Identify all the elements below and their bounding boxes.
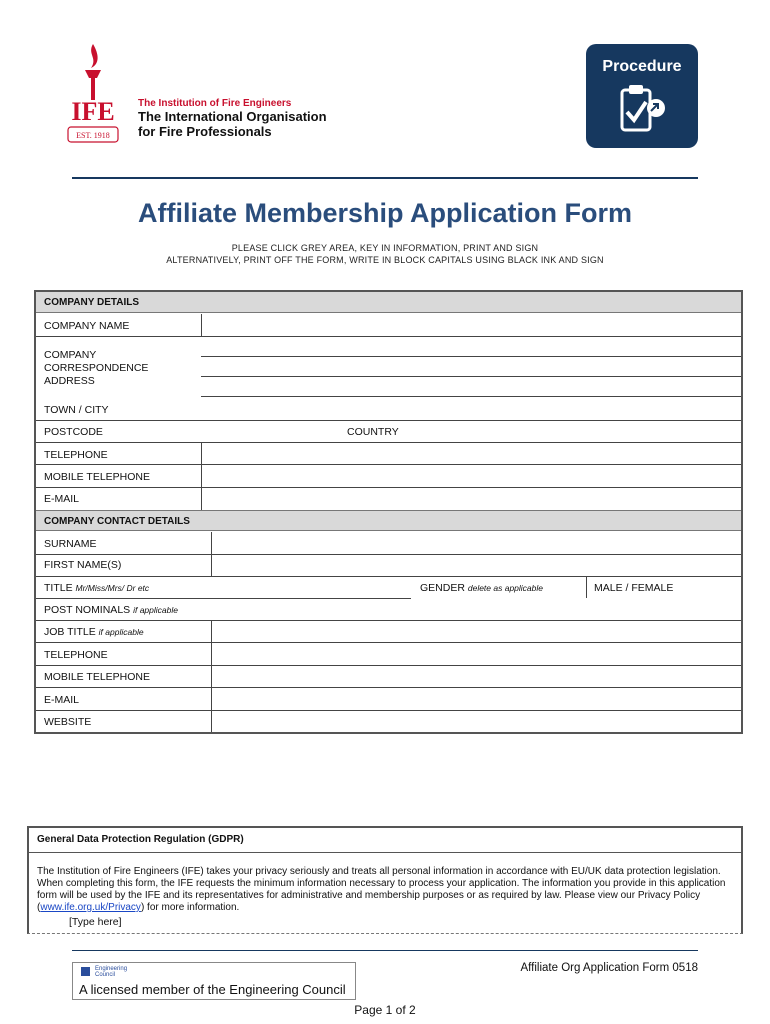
post-nominals-label: POST NOMINALS if applicable — [44, 604, 178, 616]
company-details-heading: COMPANY DETAILS — [36, 292, 741, 313]
postcode-label: POSTCODE — [44, 426, 103, 438]
procedure-badge — [586, 44, 698, 148]
privacy-policy-link[interactable]: www.ife.org.uk/Privacy — [40, 902, 141, 913]
surname-label: SURNAME — [44, 538, 97, 550]
page-title: Affiliate Membership Application Form — [137, 198, 633, 228]
page-number: Page 1 of 2 — [354, 1003, 416, 1017]
title-label: TITLE Mr/Miss/Mrs/ Dr etc — [44, 582, 150, 594]
gdpr-body: The Institution of Fire Engineers (IFE) takes your privacy seriously and treats all personal information in accordance with EU/UK data protection legislation. When completing this form, the IFE requests the minimum information necessary to process your application. The information you provide in this application form will be used by the IFE and its representatives for administrative and membership purposes or as required by law. Please view our Privacy Policy (www.ife.org.uk/Privacy) for more information. — [37, 866, 726, 913]
engineering-council-box — [72, 962, 356, 1000]
address-field-2[interactable] — [201, 376, 741, 377]
first-name-label: FIRST NAME(S) — [44, 559, 122, 571]
instruction-line-1: PLEASE CLICK GREY AREA, KEY IN INFORMATION, PRINT AND SIGN — [231, 243, 539, 253]
address-label-3: ADDRESS — [44, 375, 95, 387]
contact-details-heading: COMPANY CONTACT DETAILS — [36, 510, 741, 531]
engineering-council-name: Engineering Council — [95, 966, 128, 978]
engineering-council-logo — [81, 967, 90, 976]
gdpr-section — [27, 826, 743, 934]
title-field[interactable] — [36, 598, 411, 599]
licensed-member-text: A licensed member of the Engineering Council — [79, 982, 346, 997]
contact-telephone-label: TELEPHONE — [44, 649, 108, 661]
company-telephone-label: TELEPHONE — [44, 449, 108, 461]
ife-logo — [62, 42, 124, 150]
address-label-2: CORRESPONDENCE — [44, 362, 149, 374]
website-label: WEBSITE — [44, 716, 92, 728]
org-line-1: The Institution of Fire Engineers — [138, 98, 292, 109]
job-title-field[interactable] — [212, 620, 741, 642]
address-field-1[interactable] — [201, 356, 741, 357]
type-here-placeholder[interactable]: [Type here] — [69, 916, 122, 928]
job-title-label: JOB TITLE if applicable — [44, 626, 144, 638]
company-name-field[interactable] — [202, 314, 741, 336]
website-field[interactable] — [212, 710, 741, 732]
first-name-field[interactable] — [212, 554, 741, 576]
company-telephone-field[interactable] — [202, 442, 741, 464]
org-name — [138, 98, 327, 139]
gender-value[interactable]: MALE / FEMALE — [594, 582, 674, 594]
form-name: Affiliate Org Application Form 0518 — [520, 962, 698, 974]
org-line-3: for Fire Professionals — [138, 124, 272, 139]
address-field-3[interactable] — [201, 396, 741, 397]
company-mobile-label: MOBILE TELEPHONE — [44, 471, 151, 483]
clipboard-check-icon — [616, 82, 668, 138]
contact-mobile-field[interactable] — [212, 665, 741, 687]
contact-telephone-field[interactable] — [212, 642, 741, 664]
procedure-label: Procedure — [602, 58, 682, 75]
company-email-field[interactable] — [202, 487, 741, 509]
details-form — [34, 290, 743, 734]
company-email-label: E-MAIL — [44, 493, 80, 505]
address-label-1: COMPANY — [44, 349, 97, 361]
town-field[interactable] — [202, 398, 741, 420]
logo-text: IFE — [71, 97, 115, 126]
org-line-2: The International Organisation — [138, 109, 327, 124]
footer-rule — [72, 950, 698, 951]
header-rule — [72, 177, 698, 179]
gdpr-title: General Data Protection Regulation (GDPR) — [37, 834, 244, 845]
logo-est: EST. 1918 — [76, 131, 110, 140]
instruction-line-2: ALTERNATIVELY, PRINT OFF THE FORM, WRITE IN BLOCK CAPITALS USING BLACK INK AND SIGN — [166, 255, 604, 265]
surname-field[interactable] — [212, 532, 741, 554]
contact-email-label: E-MAIL — [44, 694, 80, 706]
contact-email-field[interactable] — [212, 687, 741, 709]
company-name-label: COMPANY NAME — [44, 320, 130, 332]
gender-label: GENDER delete as applicable — [420, 582, 543, 594]
town-label: TOWN / CITY — [44, 404, 109, 416]
country-label: COUNTRY — [347, 426, 399, 438]
company-mobile-field[interactable] — [202, 464, 741, 486]
contact-mobile-label: MOBILE TELEPHONE — [44, 671, 151, 683]
